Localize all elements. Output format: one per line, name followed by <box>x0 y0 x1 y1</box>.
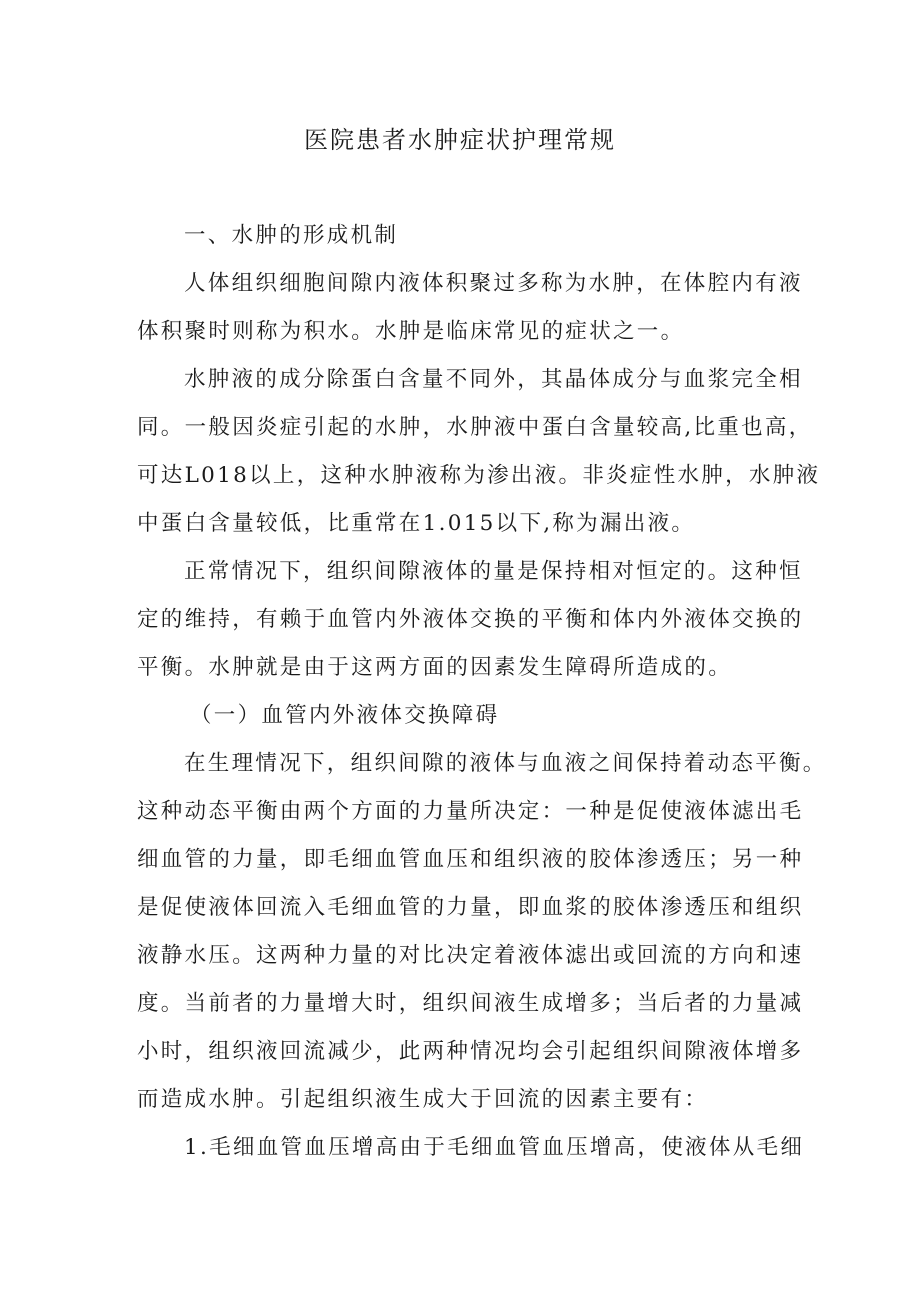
paragraph-line: 定的维持，有赖于血管内外液体交换的平衡和体内外液体交换的 <box>137 607 804 632</box>
paragraph-line: 水肿液的成分除蛋白含量不同外，其晶体成分与血浆完全相 <box>184 367 803 392</box>
paragraph-line: 可达L018以上，这种水肿液称为渗出液。非炎症性水肿，水肿液 <box>137 463 821 488</box>
numbered-item-line: 1.毛细血管血压增高由于毛细血管血压增高，使液体从毛细 <box>184 1135 805 1160</box>
document-title: 医院患者水肿症状护理常规 <box>304 126 616 154</box>
paragraph-line: 这种动态平衡由两个方面的力量所决定：一种是促使液体滤出毛 <box>137 799 804 824</box>
paragraph-line: 细血管的力量，即毛细血管血压和组织液的胶体渗透压；另一种 <box>137 847 804 872</box>
paragraph-line: 人体组织细胞间隙内液体积聚过多称为水肿，在体腔内有液 <box>184 271 803 296</box>
paragraph-line: 中蛋白含量较低，比重常在1.015以下,称为漏出液。 <box>137 511 696 536</box>
paragraph-line: 体积聚时则称为积水。水肿是临床常见的症状之一。 <box>137 319 685 344</box>
paragraph-line: 度。当前者的力量增大时，组织间液生成增多；当后者的力量减 <box>137 991 804 1016</box>
paragraph-line: 而造成水肿。引起组织液生成大于回流的因素主要有： <box>137 1087 709 1112</box>
paragraph-line: 是促使液体回流入毛细血管的力量，即血浆的胶体渗透压和组织 <box>137 895 804 920</box>
paragraph-line: 液静水压。这两种力量的对比决定着液体滤出或回流的方向和速 <box>137 943 804 968</box>
paragraph-line: 平衡。水肿就是由于这两方面的因素发生障碍所造成的。 <box>137 655 733 680</box>
paragraph-line: 在生理情况下，组织间隙的液体与血液之间保持着动态平衡。 <box>184 751 827 776</box>
paragraph-line: 同。一般因炎症引起的水肿，水肿液中蛋白含量较高,比重也高， <box>137 415 813 440</box>
subsection-heading: （一）血管内外液体交换障碍 <box>190 703 500 728</box>
paragraph-line: 小时，组织液回流减少，此两种情况均会引起组织间隙液体增多 <box>137 1039 804 1064</box>
section-heading: 一、水肿的形成机制 <box>184 223 399 248</box>
paragraph-line: 正常情况下，组织间隙液体的量是保持相对恒定的。这种恒 <box>184 559 803 584</box>
